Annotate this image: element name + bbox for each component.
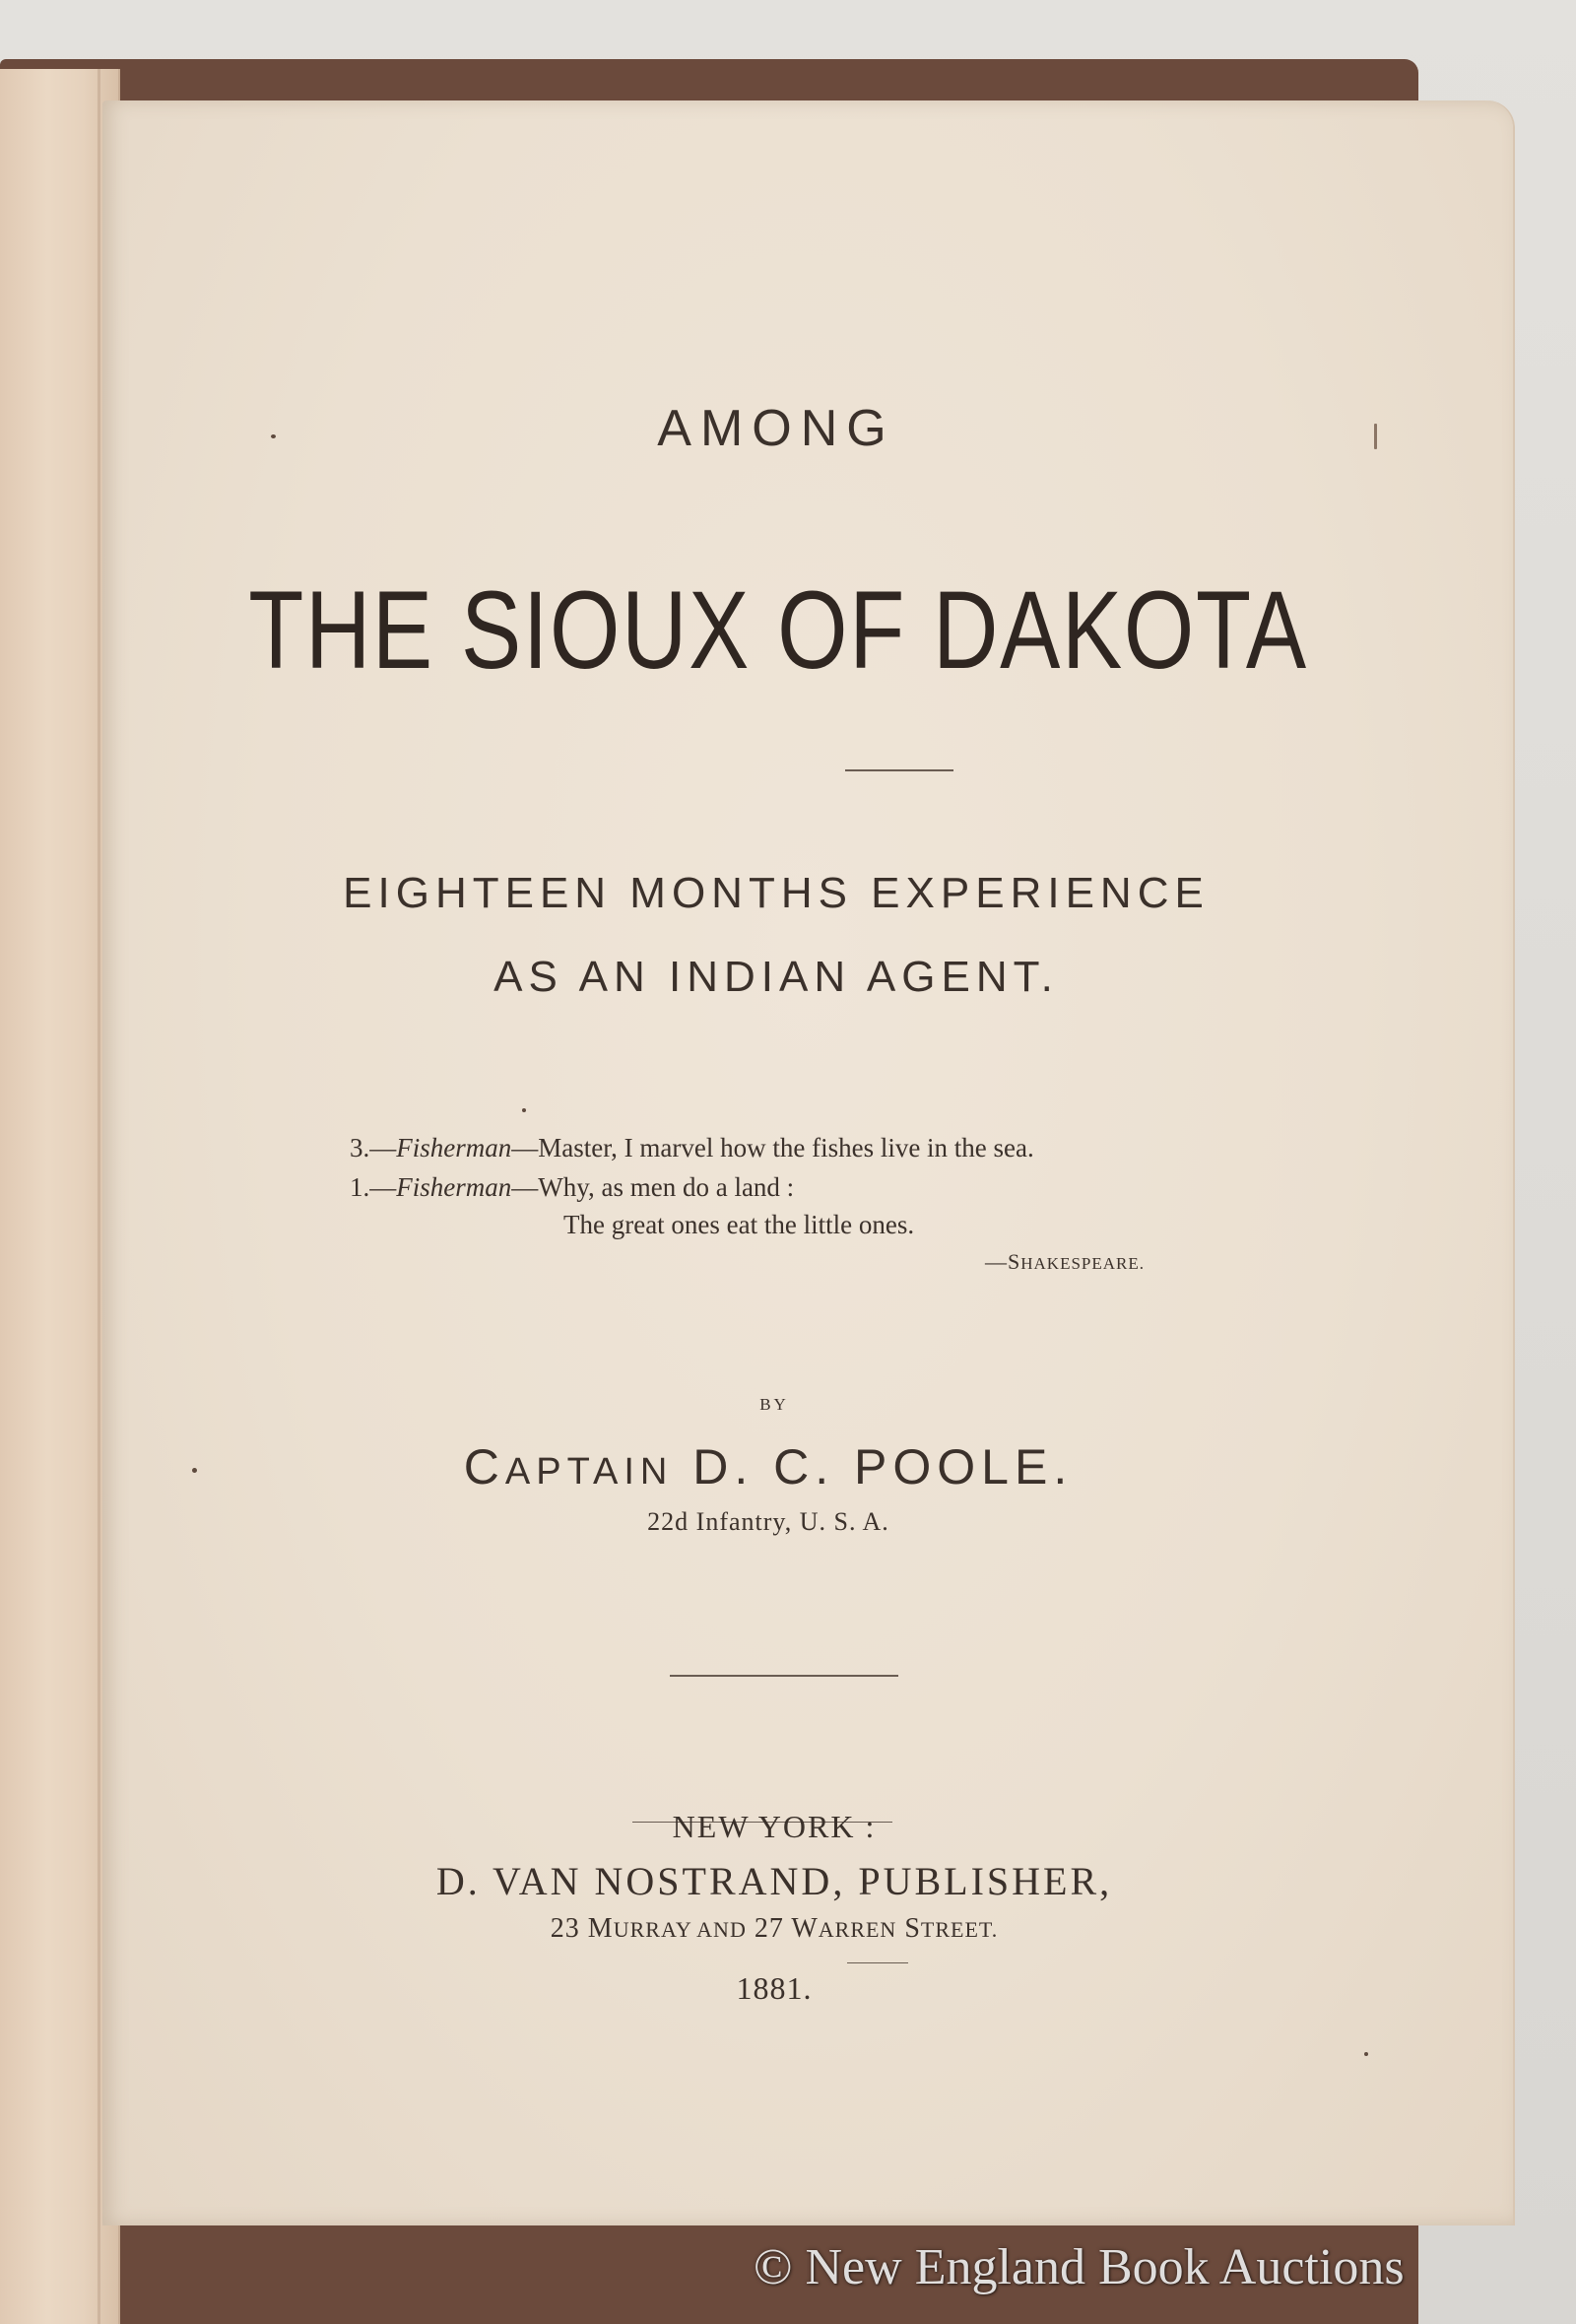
attribution-rest: HAKESPEARE.	[1020, 1254, 1146, 1273]
publication-year: 1881.	[736, 1970, 813, 2006]
paper-speck	[192, 1468, 197, 1473]
epigraph-text: —Master, I marvel how the fishes live in the sea.	[511, 1133, 1034, 1162]
epigraph-line-3: The great ones eat the little ones.	[563, 1210, 915, 1239]
address-part-2: ARREN	[818, 1917, 897, 1942]
publisher-name: D. VAN NOSTRAND, PUBLISHER,	[435, 1859, 1113, 1903]
epigraph-number: 3.—	[350, 1133, 397, 1162]
epigraph-line-2	[350, 1172, 794, 1203]
divider-rule	[670, 1675, 898, 1677]
pretitle: AMONG	[657, 400, 895, 457]
author-rank: 22d Infantry, U. S. A.	[647, 1507, 889, 1536]
subtitle-line-2: AS AN INDIAN AGENT.	[493, 953, 1059, 1001]
paper-speck	[1374, 424, 1377, 449]
divider-rule	[845, 769, 953, 771]
address-street-initial: S	[896, 1913, 921, 1944]
epigraph-attribution	[985, 1249, 1145, 1275]
epigraph-number: 1.—	[350, 1172, 397, 1202]
attribution-initial: —S	[985, 1249, 1021, 1274]
subtitle-line-1: EIGHTEEN MONTHS EXPERIENCE	[343, 869, 1210, 917]
paper-speck	[1364, 2052, 1368, 2056]
book-title: THE SIOUX OF DAKOTA	[248, 568, 1308, 692]
author-name: D. C. POOLE.	[692, 1439, 1074, 1494]
author-prefix-rest: APTAIN	[504, 1451, 674, 1493]
address-part-1: URRAY AND	[613, 1917, 747, 1942]
epigraph-speaker: Fisherman	[396, 1172, 512, 1202]
publisher-city: NEW YORK :	[672, 1809, 877, 1844]
address-number-1: 23 M	[550, 1913, 614, 1944]
by-label: BY	[759, 1395, 789, 1414]
author-prefix-initial: C	[463, 1439, 505, 1494]
epigraph-line-1	[350, 1133, 1034, 1163]
address-number-2: 27 W	[746, 1913, 819, 1944]
author-line	[464, 1438, 1073, 1495]
address-part-3: TREET.	[920, 1917, 999, 1942]
paper-speck	[522, 1108, 526, 1112]
divider-rule	[847, 1962, 908, 1963]
epigraph-text: —Why, as men do a land :	[511, 1172, 795, 1202]
copyright-watermark: © New England Book Auctions	[754, 2239, 1405, 2295]
epigraph-speaker: Fisherman	[396, 1133, 512, 1162]
publisher-address	[551, 1913, 998, 1945]
paper-speck	[271, 434, 276, 438]
